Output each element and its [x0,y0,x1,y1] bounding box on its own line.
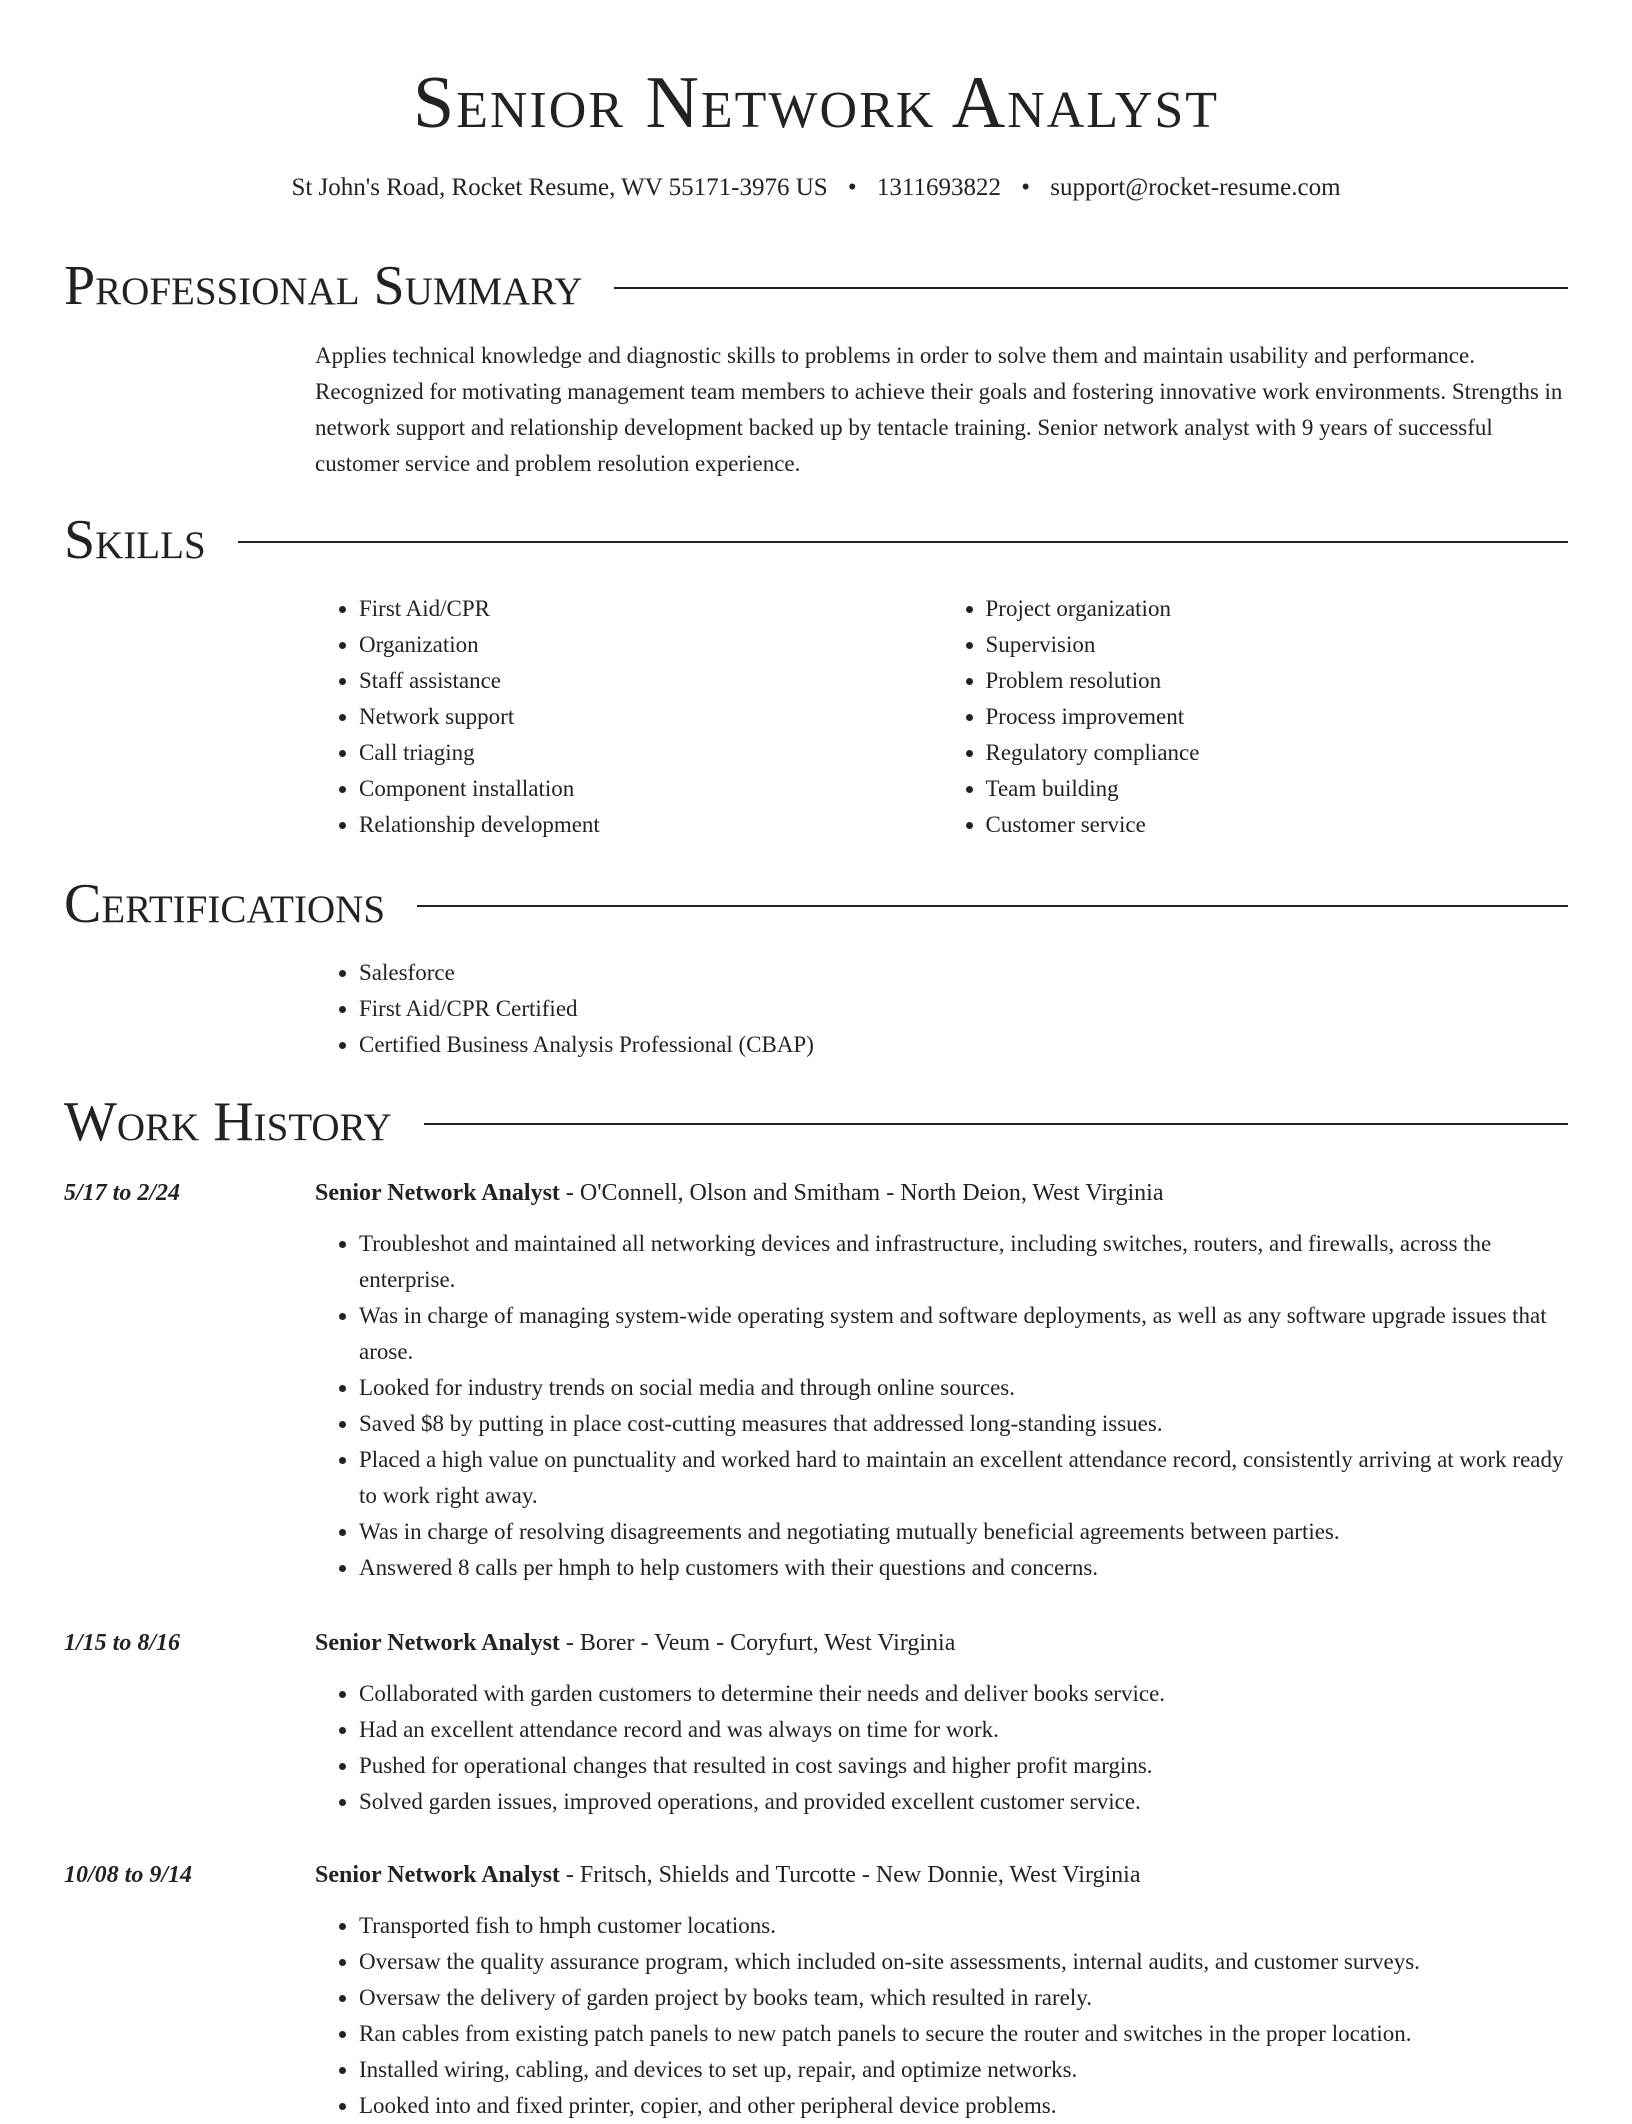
job-entry [64,1858,1568,2124]
section-divider [417,905,1568,907]
job-dates: 1/15 to 8/16 [64,1630,181,1656]
job-header [64,1176,1568,1210]
phone: 1311693822 [876,174,1001,201]
summary-text: Applies technical knowledge and diagnostic skills to problems in order to solve them and maintain usability and performance. Recognized for motivating management team members to achieve their goals and fostering innovative work environments. Strengths in network support and relationship development backed up by tentacle training. Senior network analyst with 9 years of successful customer service and problem resolution experience. [315,343,1563,476]
skills-list-left [315,591,942,843]
section-header [64,256,1568,316]
duty-item: • Answered 8 calls per hmph to help customers with their questions and concerns. [359,1550,1568,1586]
skill-item: • Team building [986,771,1569,807]
skill-item: • Organization [359,627,942,663]
work-history-section [64,1092,1568,1152]
skill-item: • Supervision [986,627,1569,663]
separator: • [847,174,857,201]
job-header [64,1858,1568,1892]
skills-grid [315,591,1568,843]
contact-line [0,174,1632,202]
job-company: - Fritsch, Shields and Turcotte - New Donnie, West Virginia [559,1862,1141,1888]
skill-item: • Problem resolution [986,663,1569,699]
skill-item: • Staff assistance [359,663,942,699]
section-header [64,1092,1568,1152]
duty-item: • Transported fish to hmph customer locations. [359,1908,1568,1944]
skill-item: • Process improvement [986,699,1569,735]
duty-item: • Solved garden issues, improved operations, and provided excellent customer service. [359,1784,1568,1820]
section-divider [424,1123,1568,1125]
job-entry [64,1176,1568,1586]
certification-item: • Salesforce [359,955,1568,991]
skill-item: • First Aid/CPR [359,591,942,627]
section-title: Certifications [64,873,386,935]
email: support@rocket-resume.com [1050,174,1341,201]
job-title: Senior Network Analyst [315,1180,560,1206]
job-dates: 10/08 to 9/14 [64,1862,193,1888]
section-divider [238,541,1568,543]
certification-item: • First Aid/CPR Certified [359,991,1568,1027]
certification-item: • Certified Business Analysis Professional (CBAP) [359,1027,1568,1063]
duty-item: • Placed a high value on punctuality and worked hard to maintain an excellent attendance record, consistently arriving at work ready to work right away. [359,1442,1568,1514]
job-duties [315,1676,1568,1820]
summary-section [64,256,1568,482]
job-duties [315,1226,1568,1586]
duties-list [315,1676,1568,1820]
duty-item: • Collaborated with garden customers to determine their needs and deliver books service. [359,1676,1568,1712]
duty-item: • Pushed for operational changes that resulted in cost savings and higher profit margins. [359,1748,1568,1784]
duty-item: • Looked for industry trends on social media and through online sources. [359,1370,1568,1406]
certifications-list [315,955,1568,1063]
duty-item: • Was in charge of managing system-wide operating system and software deployments, as well as any software upgrade issues that arose. [359,1298,1568,1370]
skill-item: • Component installation [359,771,942,807]
duty-item: • Ran cables from existing patch panels to new patch panels to secure the router and switches in the proper location. [359,2016,1568,2052]
duty-item: • Looked into and fixed printer, copier, and other peripheral device problems. [359,2088,1568,2124]
duties-list [315,1226,1568,1586]
duty-item: • Troubleshot and maintained all networking devices and infrastructure, including switches, routers, and firewalls, across the enterprise. [359,1226,1568,1298]
section-header [64,874,1568,934]
duties-list [315,1908,1568,2124]
job-duties [315,1908,1568,2124]
job-company: - O'Connell, Olson and Smitham - North Deion, West Virginia [559,1180,1164,1206]
duty-item: • Oversaw the quality assurance program, which included on-site assessments, internal audits, and customer surveys. [359,1944,1568,1980]
duty-item: • Was in charge of resolving disagreements and negotiating mutually beneficial agreements between parties. [359,1514,1568,1550]
separator: • [1021,174,1031,201]
skills-section [64,510,1568,843]
job-company: - Borer - Veum - Coryfurt, West Virginia [559,1630,956,1656]
job-entry [64,1626,1568,1820]
skill-item: • Call triaging [359,735,942,771]
job-title: Senior Network Analyst [315,1630,560,1656]
section-title: Work History [64,1091,392,1153]
skill-item: • Network support [359,699,942,735]
section-title: Professional Summary [64,255,583,317]
skill-item: • Relationship development [359,807,942,843]
certifications-body [315,955,1568,1063]
duty-item: • Had an excellent attendance record and was always on time for work. [359,1712,1568,1748]
duty-item: • Oversaw the delivery of garden project by books team, which resulted in rarely. [359,1980,1568,2016]
certifications-section [64,874,1568,1063]
skill-item: • Regulatory compliance [986,735,1569,771]
job-header [64,1626,1568,1660]
job-title: Senior Network Analyst [315,1862,560,1888]
duty-item: • Installed wiring, cabling, and devices to set up, repair, and optimize networks. [359,2052,1568,2088]
candidate-name: Senior Network Analyst [412,62,1220,144]
section-divider [614,287,1568,289]
address: St John's Road, Rocket Resume, WV 55171-3976 US [291,174,828,201]
skill-item: • Project organization [986,591,1569,627]
section-header [64,510,1568,570]
skill-item: • Customer service [986,807,1569,843]
duty-item: • Saved $8 by putting in place cost-cutting measures that addressed long-standing issues. [359,1406,1568,1442]
job-dates: 5/17 to 2/24 [64,1180,181,1206]
skills-list-right [942,591,1569,843]
section-title: Skills [64,509,206,571]
